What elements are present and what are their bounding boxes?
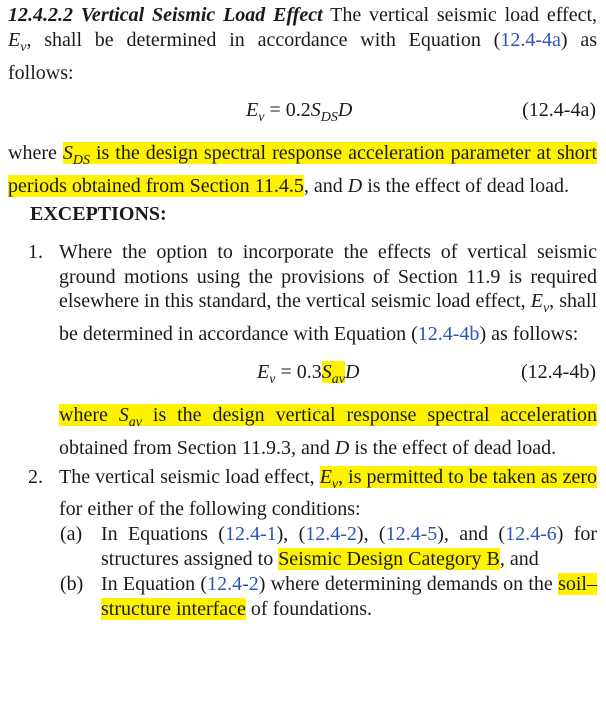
highlight-taken-as-zero: $E_v$, is permitted to be taken as zero [319, 465, 597, 492]
section-paragraph: 12.4.2.2 Vertical Seismic Load Effect The vertical seismic load effect, $E_v$, shall be determined in accordance with Equation (12.4-4a) as follows: [8, 4, 598, 84]
equation-link-12-4-5[interactable]: 12.4-5 [385, 523, 438, 546]
list-marker: (b) [60, 572, 84, 595]
where-paragraph-a: where $S_{DS}$ is the design spectral response acceleration parameter at short periods obtained from Section 11.4.5, and D is the effect of dead load. [8, 142, 598, 198]
equation-link-12-4-1[interactable]: 12.4-1 [224, 523, 277, 546]
equation-link-12-4-4a[interactable]: 12.4-4a [500, 28, 561, 51]
list-marker: (a) [60, 523, 83, 546]
equation-12-4-4b [8, 355, 597, 395]
highlight-sav: where $S_{av}$ is the design vertical response spectral acceleration [59, 403, 597, 430]
exception-item-1: 1. Where the option to incorporate the effects of vertical seismic ground motions using the provisions of Section 11.9 is required elsewhere in this standard, the vertical seismic load effect, $E_v$, shall be determined in accordance with Equation (12.4-4b) as follows: [28, 240, 597, 346]
equation-link-12-4-2[interactable]: 12.4-2 [305, 523, 357, 546]
highlight-sdc-b: Seismic Design Category B [278, 547, 500, 570]
exception-item-2: 2. The vertical seismic load effect, $E_v$, is permitted to be taken as zero for either of the following conditions: [28, 465, 597, 521]
equation-number: (12.4-4a) [522, 99, 596, 122]
highlight-sds: $S_{DS}$ is the design spectral response acceleration parameter at short periods obtained from Section 11.4.5 [8, 142, 598, 198]
equation-link-12-4-2[interactable]: 12.4-2 [207, 572, 259, 595]
section-heading: 12.4.2.2 Vertical Seismic Load Effect [8, 4, 323, 26]
condition-item-a: (a) In Equations (12.4-1), (12.4-2), (12.4-5), and (12.4-6) for structures assigned to Seismic Design Category B, and [60, 523, 598, 570]
list-marker: 2. [28, 465, 43, 488]
exceptions-heading: EXCEPTIONS: [30, 202, 167, 225]
equation-formula: $E_v = 0.3S_{av}D$ [257, 360, 360, 387]
equation-link-12-4-6[interactable]: 12.4-6 [505, 523, 557, 546]
equation-formula: $E_v = 0.2S_{DS}D$ [246, 99, 353, 126]
equation-number: (12.4-4b) [521, 360, 596, 383]
condition-item-b: (b) In Equation (12.4-2) where determining demands on the soil–structure interface of foundations. [60, 572, 597, 620]
where-paragraph-b: where $S_{av}$ is the design vertical response spectral acceleration obtained from Section 11.9.3, and D is the effect of dead load. [59, 403, 597, 459]
equation-12-4-4a [8, 93, 597, 133]
highlight-soil-structure: soil–structure interface [101, 572, 597, 620]
list-marker: 1. [28, 240, 43, 263]
equation-link-12-4-4b[interactable]: 12.4-4b [417, 323, 480, 346]
